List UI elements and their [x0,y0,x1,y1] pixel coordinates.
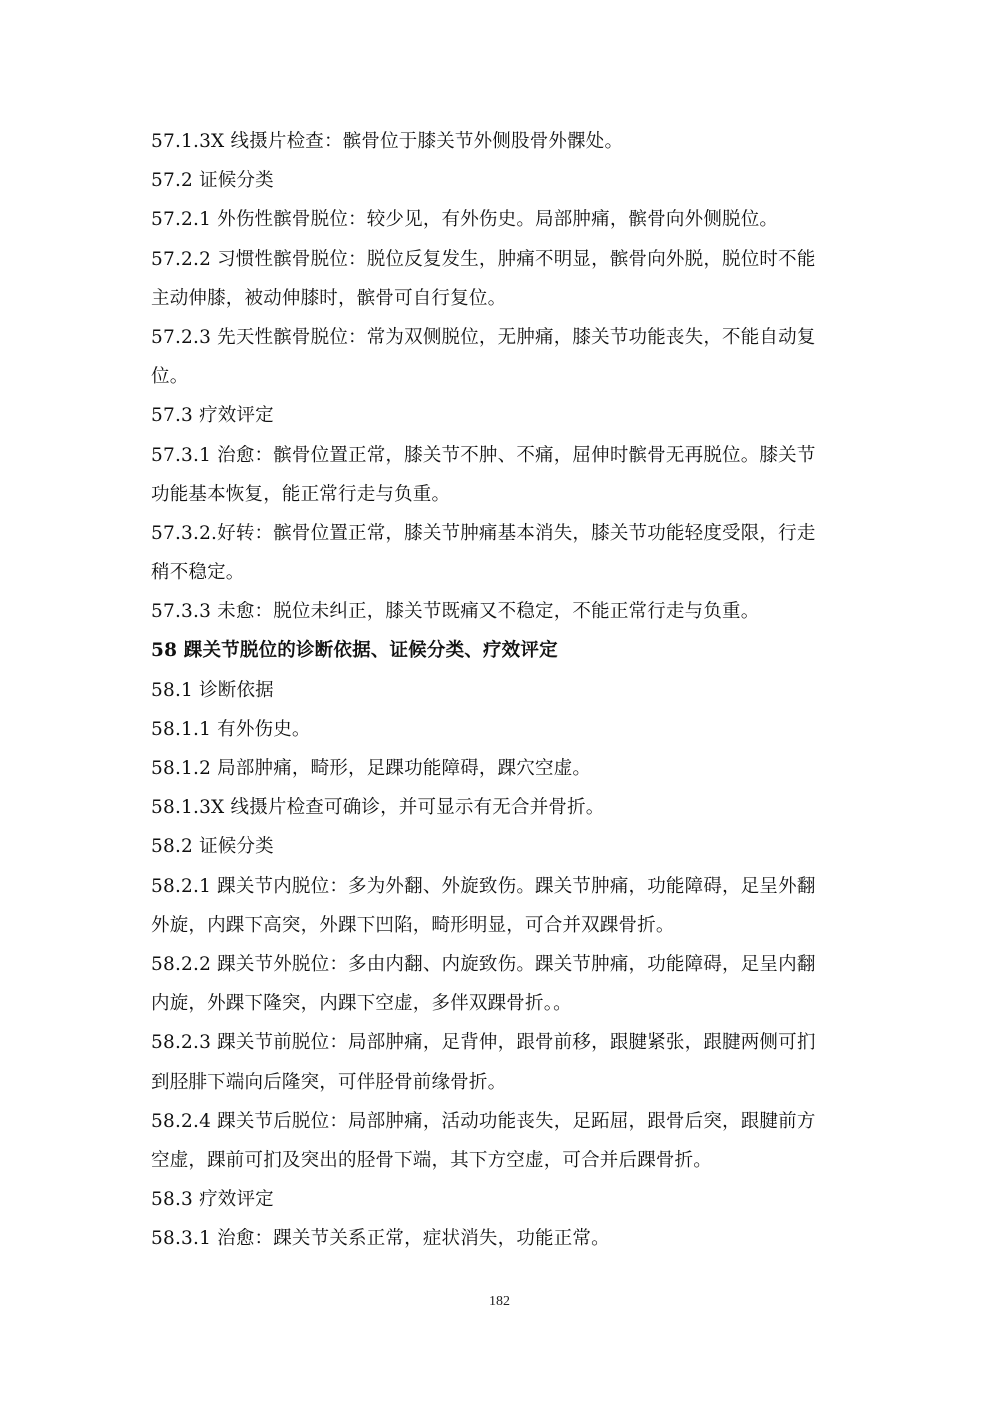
text-line: 58.1.1 有外伤史。 [151,718,311,740]
text-line: 58.3.1 治愈：踝关节关系正常，症状消失，功能正常。 [151,1228,610,1250]
text-line: 58.2.2 踝关节外脱位：多由内翻、内旋致伤。踝关节肿痛，功能障碍，足呈内翻 [151,953,816,975]
page-number: 182 [489,1294,510,1309]
text-line: 稍不稳定。 [151,562,245,584]
text-line: 57.2.3 先天性髌骨脱位：常为双侧脱位，无肿痛，膝关节功能丧失，不能自动复 [151,326,816,348]
text-line: 外旋，内踝下高突，外踝下凹陷，畸形明显，可合并双踝骨折。 [151,914,675,936]
text-line: 到胫腓下端向后隆突，可伴胫骨前缘骨折。 [151,1071,507,1093]
text-line: 58.2.3 踝关节前脱位：局部肿痛，足背伸，跟骨前移，跟腱紧张，跟腱两侧可扪 [151,1032,816,1054]
section-heading: 58 踝关节脱位的诊断依据、证候分类、疗效评定 [151,640,558,662]
text-line: 58.2.1 踝关节内脱位：多为外翻、外旋致伤。踝关节肿痛，功能障碍，足呈外翻 [151,875,816,897]
text-line: 57.1.3X 线摄片检查：髌骨位于膝关节外侧股骨外髁处。 [151,131,624,152]
text-line: 58.1 诊断依据 [151,679,274,701]
text-line: 功能基本恢复，能正常行走与负重。 [151,483,451,505]
text-line: 58.3 疗效评定 [151,1189,274,1211]
page-body [151,122,851,1258]
text-line: 位。 [151,366,189,388]
text-line: 57.3.3 未愈：脱位未纠正，膝关节既痛又不稳定，不能正常行走与负重。 [151,601,760,623]
text-line: 58.1.2 局部肿痛，畸形，足踝功能障碍，踝穴空虚。 [151,758,592,779]
text-line: 58.2 证候分类 [151,836,274,858]
text-line: 主动伸膝，被动伸膝时，髌骨可自行复位。 [151,287,507,309]
text-line: 57.2.1 外伤性髌骨脱位：较少见，有外伤史。局部肿痛，髌骨向外侧脱位。 [151,209,779,231]
text-line: 58.1.3X 线摄片检查可确诊，并可显示有无合并骨折。 [151,797,605,819]
text-line: 57.3.2.好转：髌骨位置正常，膝关节肿痛基本消失，膝关节功能轻度受限，行走 [151,522,816,544]
text-line: 57.2 证候分类 [151,170,274,192]
text-line: 空虚，踝前可扪及突出的胫骨下端，其下方空虚，可合并后踝骨折。 [151,1149,713,1171]
text-line: 内旋，外踝下隆突，内踝下空虚，多伴双踝骨折。。 [151,993,572,1015]
text-line: 57.3.1 治愈：髌骨位置正常，膝关节不肿、不痛，屈伸时髌骨无再脱位。膝关节 [151,444,816,466]
text-line: 57.3 疗效评定 [151,405,274,427]
text-line: 58.2.4 踝关节后脱位：局部肿痛，活动功能丧失，足跖屈，跟骨后突，跟腱前方 [151,1110,816,1132]
text-line: 57.2.2 习惯性髌骨脱位：脱位反复发生，肿痛不明显，髌骨向外脱，脱位时不能 [151,248,816,270]
